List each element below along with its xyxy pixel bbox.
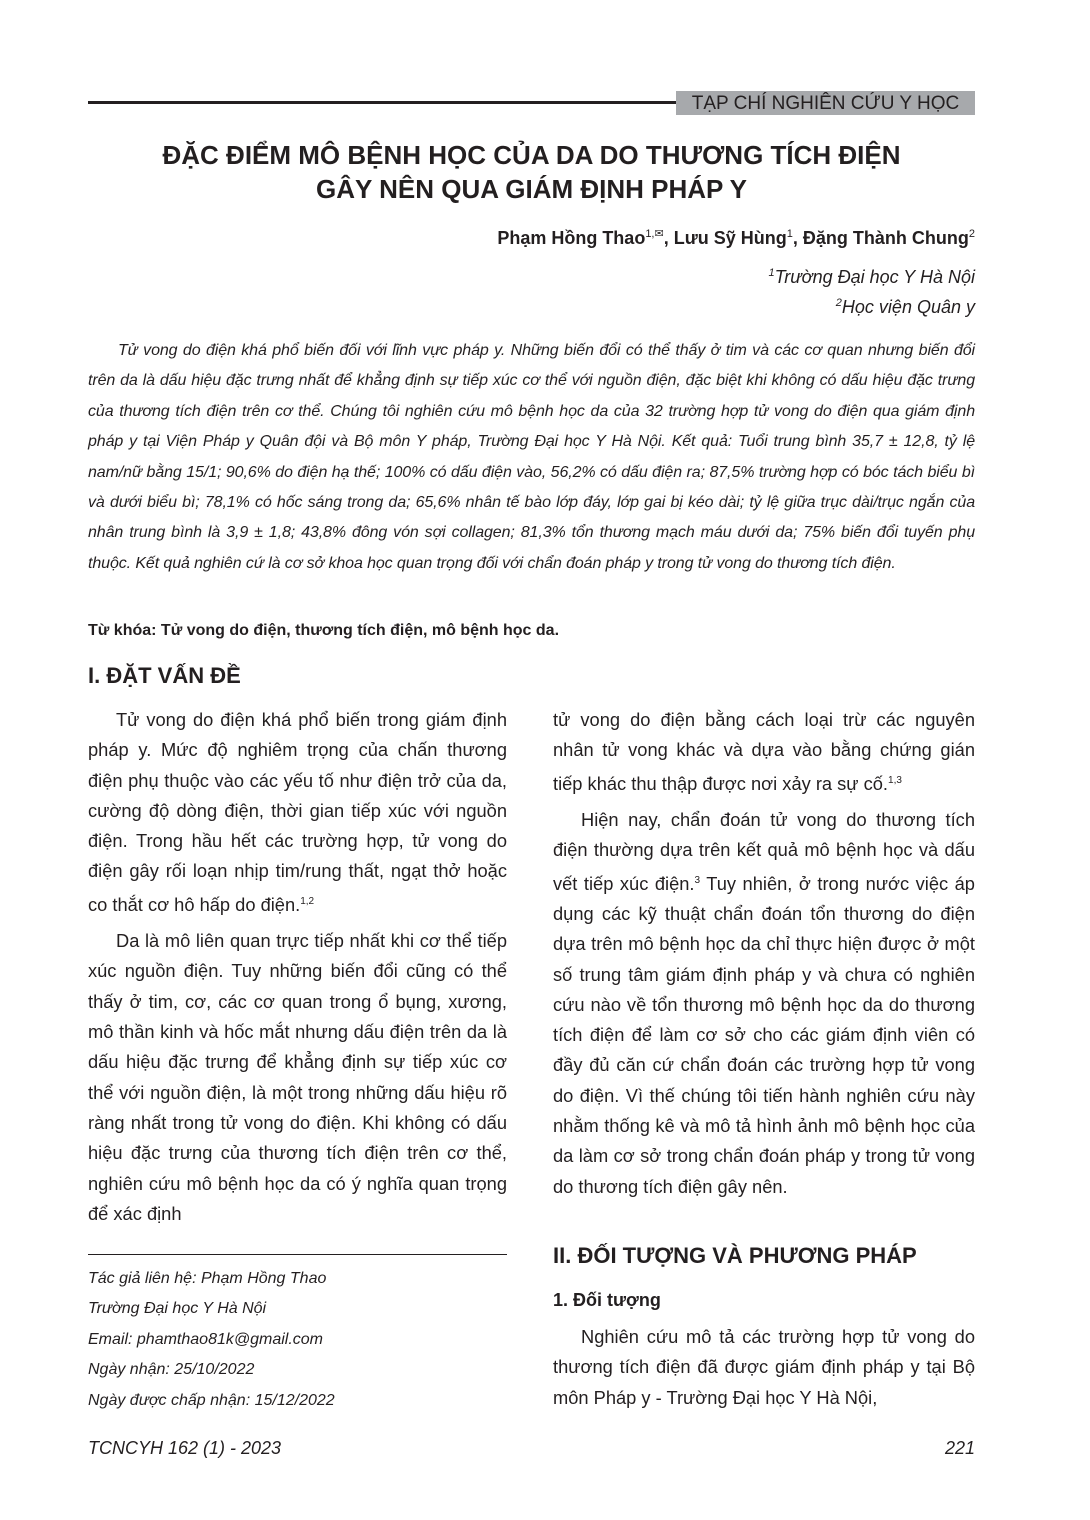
paragraph — [553, 805, 975, 1202]
citation-ref: 1,3 — [888, 774, 902, 786]
paragraph: Nghiên cứu mô tả các trường hợp tử vong do thương tích điện đã được giám định pháp y tại Bộ môn Pháp y - Trường Đại học Y Hà Nội, — [553, 1326, 975, 1408]
paragraph-text: Hiện nay, chẩn đoán tử vong do thương tích điện thường dựa trên kết quả mô bệnh học và dấu vết tiếp xúc điện. — [553, 808, 975, 894]
affiliation — [836, 297, 975, 318]
right-column — [553, 705, 975, 1208]
paragraph-text: Tử vong do điện khá phổ biến trong giám định pháp y. Mức độ nghiêm trọng của chấn thương điện phụ thuộc vào các yếu tố như điện trở của da, cường độ dòng điện, thời gian tiếp xúc với nguồn điện. Trong hầu hết các trường hợp, tử vong do điện gây rối loạn nhịp tim/rung thất, ngạt thở hoặc co thắt cơ hô hấp do điện. — [88, 709, 507, 915]
author-list: Phạm Hồng Thao$^{1,✉}$, Lưu Sỹ Hùng$^1$, Đặng Thành Chung$^2$ — [497, 228, 975, 248]
section-heading: II. ĐỐI TƯỢNG VÀ PHƯƠNG PHÁP — [553, 1243, 917, 1268]
abstract: Tử vong do điện khá phổ biến đối với lĩnh vực pháp y. Những biến đổi có thể thấy ở tim và các cơ quan nhưng biến đổi trên da là dấu hiệu đặc trưng nhất để khẳng định sự tiếp xúc cơ thể với nguồn điện, đặc biệt khi không có dấu hiệu đặc trưng của thương tích điện trên cơ thể. Chúng tôi nghiên cứu mô bệnh học da của 32 trường hợp tử vong do điện qua giám định pháp y tại Viện Pháp y Quân đội và Bộ môn Y pháp, Trường Đại học Y Hà Nội. Kết quả: Tuổi trung bình 35,7 ± 12,8, tỷ lệ nam/nữ bằng 15/1; 90,6% do điện hạ thế; 100% có dấu điện vào, 56,2% có dấu điện ra; 87,5% trường hợp có bóc tách biểu bì và dưới biểu bì; 78,1% có hốc sáng trong da; 65,6% nhân tế bào lớp đáy, lớp gai bị kéo dài; tỷ lệ giữa trục dài/trục ngắn của nhân trung bình là 3,9 ± 1,8; 43,8% đông vón sợi collagen; 81,3% tổn thương mạch máu dưới da; 75% biến đổi tuyến phụ thuộc. Kết quả nghiên cứ là cơ sở khoa học quan trọng đối với chẩn đoán pháp y trong tử vong do thương tích điện. — [88, 342, 975, 572]
right-column-continued — [553, 1322, 975, 1419]
subsection-heading: 1. Đối tượng — [553, 1290, 661, 1310]
author-sup: 1 — [786, 228, 793, 240]
page-number: 221 — [944, 1438, 975, 1458]
keywords: Từ khóa: Tử vong do điện, thương tích điện, mô bệnh học da. — [88, 622, 560, 639]
footnote-contact: Tác giả liên hệ: Phạm Hồng Thao — [88, 1270, 327, 1287]
title-line-1: ĐẶC ĐIỂM MÔ BỆNH HỌC CỦA DA DO THƯƠNG TÍCH ĐIỆN — [162, 140, 901, 170]
footnote-institution: Trường Đại học Y Hà Nội — [88, 1300, 267, 1318]
affiliation-name: Trường Đại học Y Hà Nội — [774, 267, 975, 287]
paragraph — [88, 705, 507, 920]
section-heading: I. ĐẶT VẤN ĐỀ — [88, 663, 241, 688]
footer-citation: TCNCYH 162 (1) - 2023 — [88, 1438, 282, 1458]
affiliation — [769, 267, 976, 288]
citation-ref: 3 — [694, 874, 701, 886]
affiliation-name: Học viện Quân y — [841, 297, 975, 317]
author-name: Đặng Thành Chung — [802, 228, 969, 248]
citation-ref: 1,2 — [300, 895, 315, 907]
left-column — [88, 705, 507, 1235]
footnote-rule — [88, 1254, 507, 1255]
affiliation-sup: 1 — [768, 267, 775, 279]
footnote-email[interactable]: Email: phamthao81k@gmail.com — [88, 1330, 324, 1348]
footnote-accepted: Ngày được chấp nhận: 15/12/2022 — [88, 1391, 335, 1409]
paragraph-text: Tuy nhiên, ở trong nước việc áp dụng các kỹ thuật chẩn đoán tổn thương do điện dựa trên mô bệnh học da chỉ thực hiện được ở một số trung tâm giám định pháp y và chưa có nghiên cứu nào về tổn thương mô bệnh học da do thương tích điện để làm cơ sở cho các giám định viên có đầy đủ căn cứ chẩn đoán các trường hợp tử vong do điện. Vì thế chúng tôi tiến hành nghiên cứu này nhằm thống kê và mô tả hình ảnh mô bệnh học của da làm cơ sở trong chẩn đoán pháp y trong tử vong do thương tích điện gây nên. — [553, 872, 975, 1197]
title-line-2: GÂY NÊN QUA GIÁM ĐỊNH PHÁP Y — [316, 174, 747, 204]
header-rule — [88, 101, 678, 104]
author-name: Lưu Sỹ Hùng — [673, 228, 787, 248]
footnote-received: Ngày nhận: 25/10/2022 — [88, 1361, 255, 1379]
correspondence-footnote — [88, 1264, 507, 1416]
journal-name: TẠP CHÍ NGHIÊN CỨU Y HỌC — [676, 91, 975, 115]
author-sup: 1,✉ — [645, 228, 664, 240]
article-title — [88, 138, 975, 206]
author-sup: 2 — [968, 228, 975, 240]
author-name: Phạm Hồng Thao — [497, 228, 646, 248]
paragraph: Da là mô liên quan trực tiếp nhất khi cơ thể tiếp xúc nguồn điện. Tuy những biến đổi cũng có thể thấy ở tim, cơ, các cơ quan trong ổ bụng, xương, mô thần kinh và hốc mắt nhưng dấu điện trên da là dấu hiệu đặc trưng để khẳng định sự tiếp xúc cơ thể với nguồn điện, là một trong những dấu hiệu rõ ràng nhất trong tử vong do điện. Khi không có dấu hiệu đặc trưng của thương tích điện trên cơ thể, nghiên cứu mô bệnh học da có ý nghĩa quan trọng để xác định — [88, 930, 507, 1224]
paragraph-text: tử vong do điện bằng cách loại trừ các nguyên nhân tử vong khác và dựa vào bằng chứng gián tiếp khác thu thập được nơi xảy ra sự cố. — [553, 709, 975, 794]
affiliation-sup: 2 — [835, 297, 842, 309]
paragraph — [553, 705, 975, 799]
